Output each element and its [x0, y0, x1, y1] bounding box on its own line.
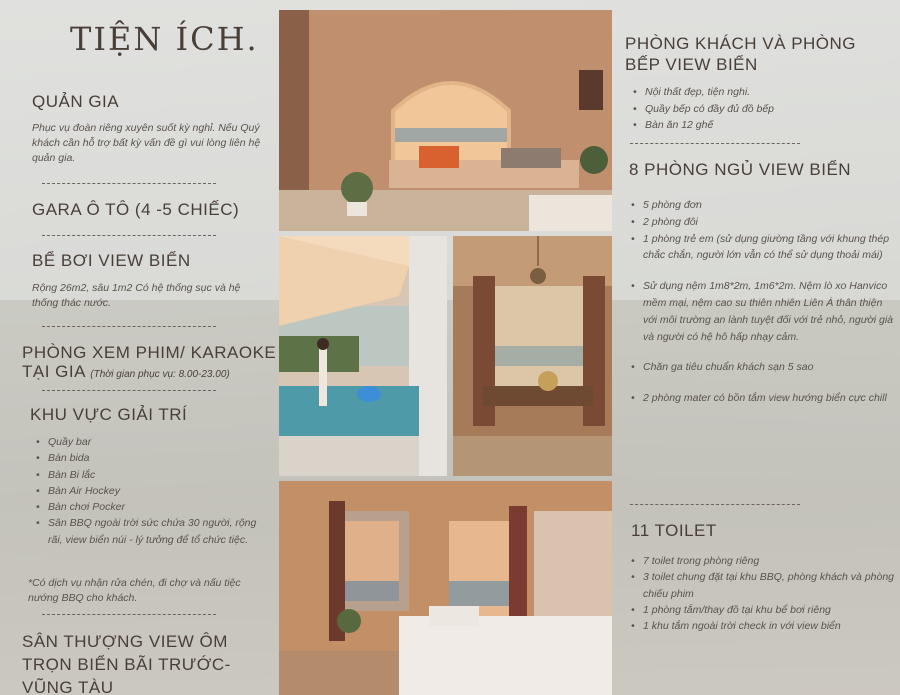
heading-phong-phim-label: PHÒNG XEM PHIM/ KARAOKE TẠI GIA: [22, 343, 277, 381]
text-giai-tri-note: *Có dịch vụ nhận rửa chén, đi chợ và nấu tiệc nướng BBQ cho khách.: [28, 577, 241, 604]
heading-toilet: 11 TOILET: [631, 521, 717, 540]
text-quan-gia: Phục vụ đoàn riêng xuyên suốt kỳ nghỉ. Nếu Quý khách cần hỗ trợ bất kỳ vấn đề gì vui lòng liên hệ quản gia.: [32, 122, 261, 164]
list-item: • Bàn bida: [34, 450, 270, 466]
list-item: • Chăn ga tiêu chuẩn khách sạn 5 sao: [629, 359, 897, 376]
divider: [42, 326, 216, 327]
divider: [42, 235, 216, 236]
photo-bedroom: [279, 481, 612, 695]
text-be-boi: Rộng 26m2, sâu 1m2 Có hệ thống sục và hệ thống thác nước.: [32, 282, 241, 309]
heading-phong-ngu: 8 PHÒNG NGỦ VIEW BIỂN: [629, 160, 852, 179]
list-item: • 1 khu tắm ngoài trời check in với view biển: [629, 618, 899, 634]
list-item: • Bàn Air Hockey: [34, 483, 270, 499]
page-title: TIỆN ÍCH.: [70, 20, 259, 58]
list-item: • Nội thất đẹp, tiện nghi.: [631, 84, 891, 101]
list-giai-tri: [34, 434, 270, 548]
list-item: • 2 phòng đôi: [629, 214, 897, 231]
photo-dining-room: [453, 236, 612, 476]
list-item: • 2 phòng mater có bồn tắm view hướng biển cực chill: [629, 390, 897, 407]
list-item: • 5 phòng đơn: [629, 197, 897, 214]
list-item: • Bàn Bi lắc: [34, 467, 270, 483]
divider: [42, 614, 216, 615]
list-item: • Sử dụng nệm 1m8*2m, 1m6*2m. Nệm lò xo Hanvico mềm mại, nệm cao su thiên nhiên Liên Á thân thiện với môi trường an lành tuyệt đối với trẻ nhỏ, người già và người có hệ hô hấp nhạy cảm.: [629, 278, 897, 345]
divider: [42, 390, 216, 391]
list-item: • 1 phòng tắm/thay đồ tại khu bể bơi riêng: [629, 602, 899, 618]
divider: [42, 183, 216, 184]
heading-san-thuong: SÂN THƯỢNG VIEW ÔM TRỌN BIỂN BÃI TRƯỚC- VŨNG TÀU: [22, 632, 231, 695]
list-item: • Sân BBQ ngoài trời sức chứa 30 người, rộng rãi, view biển núi - lý tưởng để tổ chức tiệc.: [34, 515, 270, 548]
heading-giai-tri: KHU VỰC GIẢI TRÍ: [30, 405, 188, 424]
heading-gara: GARA Ô TÔ (4 -5 CHIẾC): [32, 200, 240, 219]
photo-pool: [279, 236, 447, 476]
heading-phong-khach: PHÒNG KHÁCH VÀ PHÒNG BẾP VIEW BIỂN: [625, 34, 857, 74]
list-phong-ngu: [629, 197, 897, 407]
list-item: • 7 toilet trong phòng riêng: [629, 553, 899, 569]
list-item: • 1 phòng trẻ em (sử dụng giường tầng với khung thép chắc chắn, người lớn vẫn có thể sử dụng thoải mái): [629, 231, 897, 265]
list-toilet: [629, 553, 899, 634]
photo-living-room: [279, 10, 612, 231]
list-item: • Quầy bar: [34, 434, 270, 450]
divider: [630, 143, 800, 144]
heading-phong-phim: [22, 343, 278, 384]
divider: [630, 504, 800, 505]
list-item: • Bàn chơi Pocker: [34, 499, 270, 515]
list-item: • Quầy bếp có đầy đủ đồ bếp: [631, 101, 891, 118]
list-item: • Bàn ăn 12 ghế: [631, 117, 891, 134]
heading-quan-gia: QUẢN GIA: [32, 92, 120, 111]
phong-phim-note: (Thời gian phục vụ: 8.00-23.00): [90, 369, 230, 380]
list-phong-khach: [631, 84, 891, 134]
heading-be-boi: BỂ BƠI VIEW BIỂN: [32, 251, 191, 270]
list-item: • 3 toilet chung đặt tại khu BBQ, phòng khách và phòng chiếu phim: [629, 569, 899, 602]
right-column: [613, 0, 900, 695]
left-column: [0, 0, 278, 695]
